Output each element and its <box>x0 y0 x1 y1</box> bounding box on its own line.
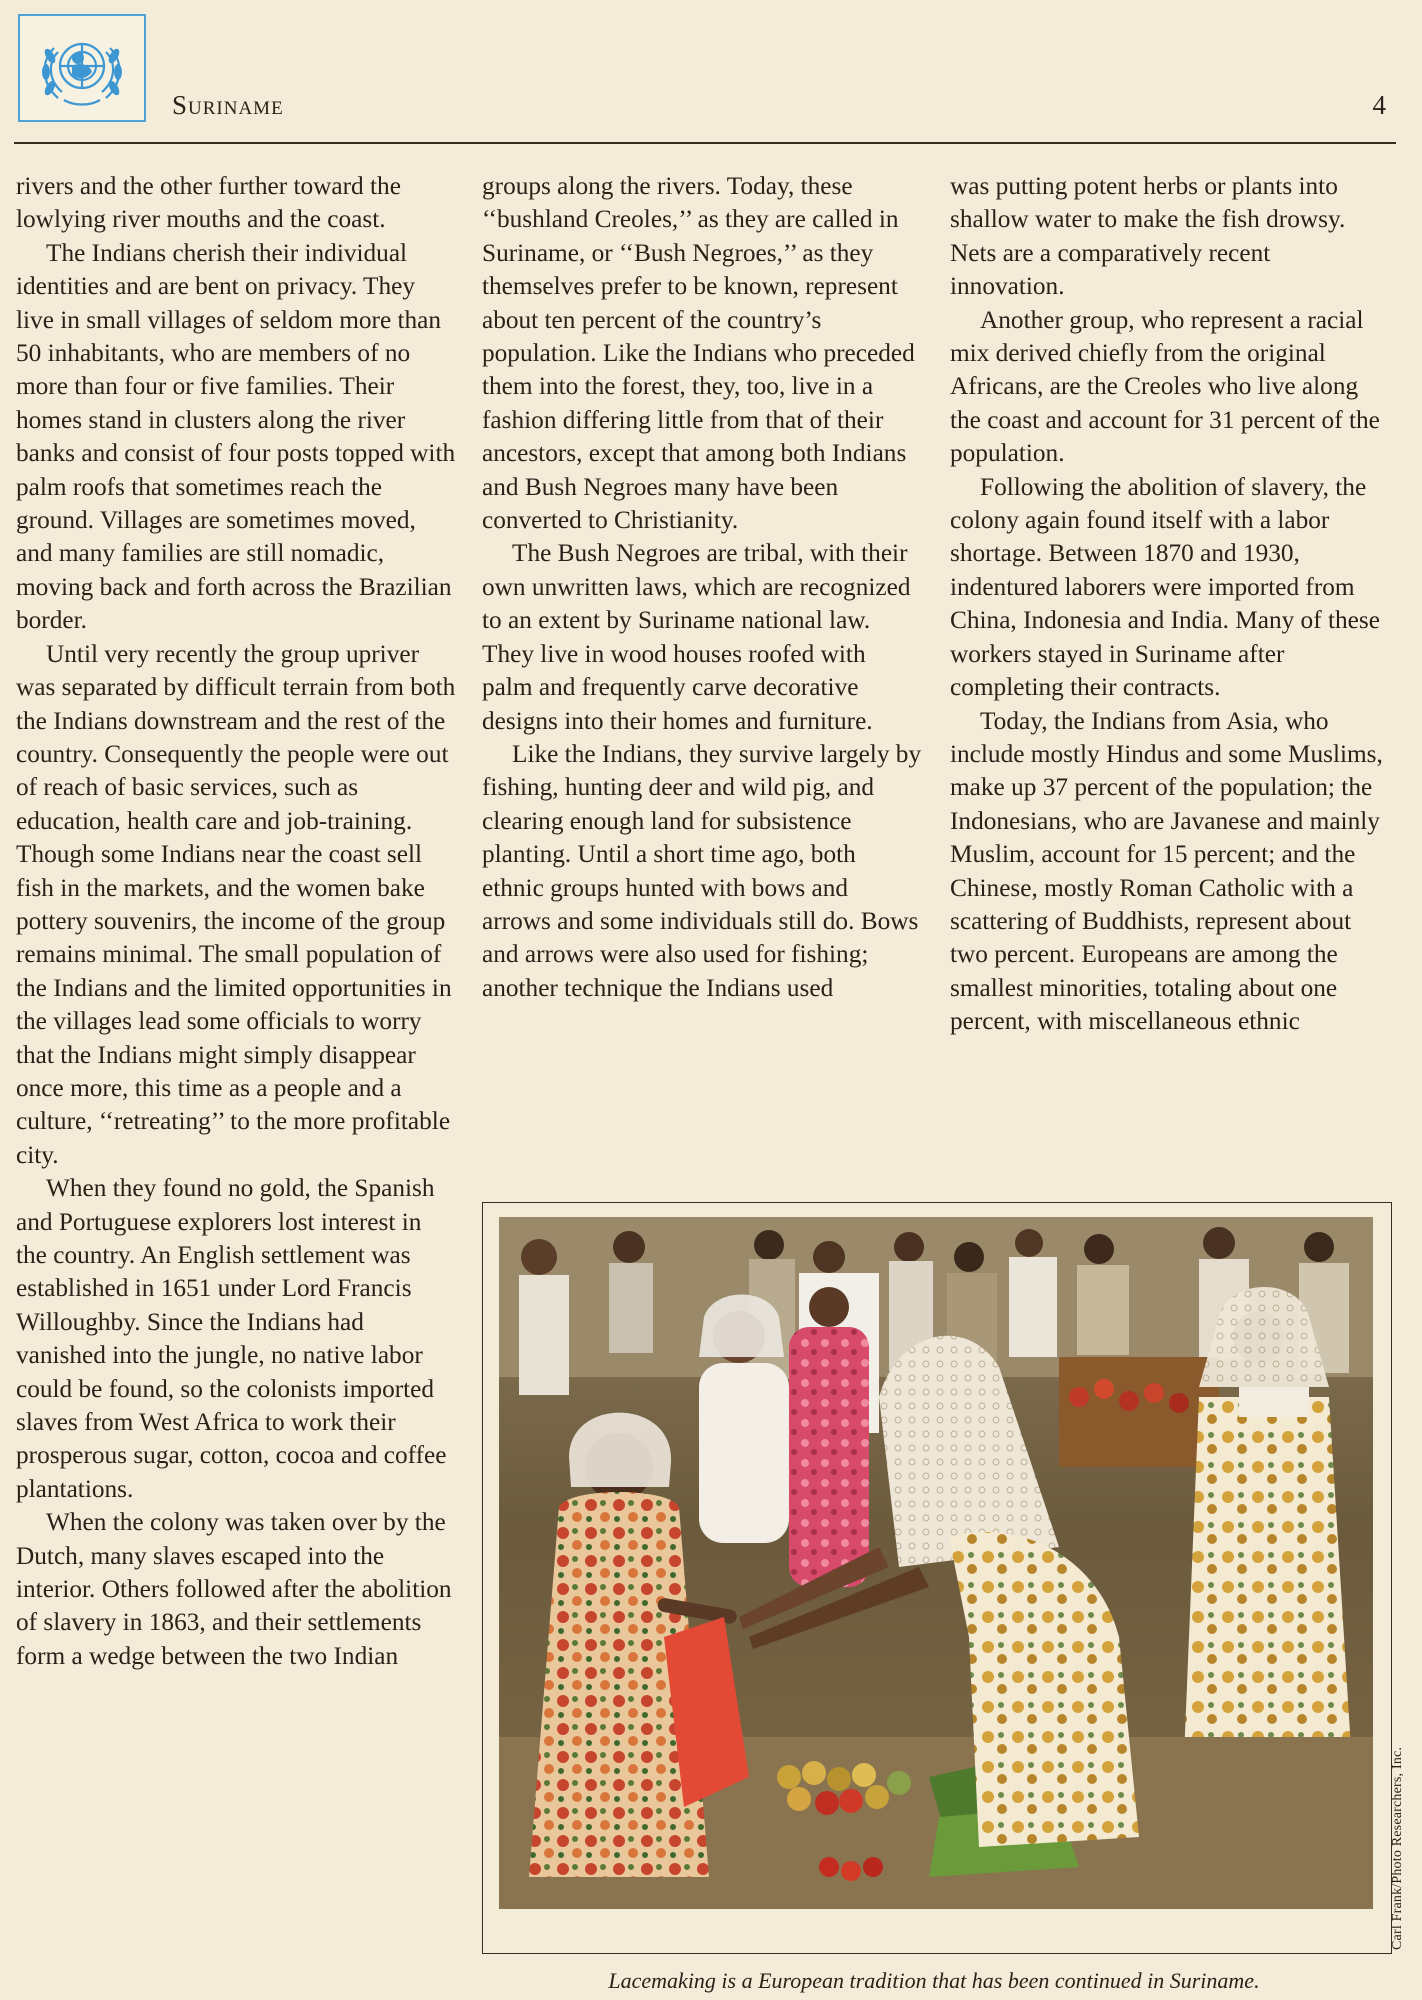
page-number: 4 <box>1372 90 1386 120</box>
un-logo <box>18 14 146 122</box>
photo-caption: Lacemaking is a European tradition that has been continued in Suriname. <box>608 1968 1260 1993</box>
un-emblem-icon <box>28 22 136 114</box>
header-rule <box>14 142 1396 144</box>
paragraph: Like the Indians, they survive largely by fishing, hunting deer and wild pig, and clearing enough land for subsistence planting. Until a short time ago, both ethnic groups hunted with bows and arrows and some individuals still do. Bows and arrows were also used for fishing; another technique the Indians used <box>482 739 922 1002</box>
text-column-3 <box>950 170 1390 1039</box>
photo-frame <box>482 1202 1392 1954</box>
paragraph: was putting potent herbs or plants into shallow water to make the fish drowsy. Nets are a comparatively recent innovation. <box>950 172 1346 301</box>
paragraph: groups along the rivers. Today, these ‘‘bushland Creoles,’’ as they are called in Suriname, or ‘‘Bush Negroes,’’ as they themselves prefer to be known, represent about ten percent of the country’s population. Like the Indians who preceded them into the forest, they, too, live in a fashion differing little from that of their ancestors, except that among both Indians and Bush Negroes many have been converted to Christianity. <box>482 172 915 535</box>
photo-credit: Carl Frank/Photo Researchers, Inc. <box>1390 1746 1405 1950</box>
paragraph: When the colony was taken over by the Dutch, many slaves escaped into the interior. Others followed after the abolition of slavery in 1863, and their settlements form a wedge between the two Indian <box>16 1508 452 1670</box>
paragraph: Until very recently the group upriver was separated by difficult terrain from both the Indians downstream and the rest of the country. Consequently the people were out of reach of basic services, such as education, health care and job-training. Though some Indians near the coast sell fish in the markets, and the women bake pottery souvenirs, the income of the group remains minimal. The small population of the Indians and the limited opportunities in the villages lead some officials to worry that the Indians might simply disappear once more, this time as a people and a culture, ‘‘retreating’’ to the more profitable city. <box>16 639 456 1169</box>
paragraph: Following the abolition of slavery, the colony again found itself with a labor shortage. Between 1870 and 1930, indentured laborers were imported from China, Indonesia and India. Many of these workers stayed in Suriname after completing their contracts. <box>950 472 1380 702</box>
paragraph: Today, the Indians from Asia, who include mostly Hindus and some Muslims, make up 37 percent of the population; the Indonesians, who are Javanese and mainly Muslim, account for 15 percent; and the Chinese, mostly Roman Catholic with a scattering of Buddhists, represent about two percent. Europeans are among the smallest minorities, totaling about one percent, with miscellaneous ethnic <box>950 706 1383 1036</box>
market-photo <box>499 1217 1373 1909</box>
page-title: Suriname <box>172 90 284 120</box>
paragraph: rivers and the other further toward the lowlying river mouths and the coast. <box>16 172 401 234</box>
paragraph: Another group, who represent a racial mix derived chiefly from the original Africans, are the Creoles who live along the coast and account for 31 percent of the population. <box>950 305 1380 468</box>
text-column-2 <box>482 170 922 1005</box>
paragraph: The Indians cherish their individual identities and are bent on privacy. They live in small villages of seldom more than 50 inhabitants, who are members of no more than four or five families. Their homes stand in clusters along the river banks and consist of four posts topped with palm roofs that sometimes reach the ground. Villages are sometimes moved, and many families are still nomadic, moving back and forth across the Brazilian border. <box>16 238 456 635</box>
paragraph: The Bush Negroes are tribal, with their own unwritten laws, which are recognized to an extent by Suriname national law. They live in wood houses roofed with palm and frequently carve decorative designs into their homes and furniture. <box>482 539 911 735</box>
text-column-1 <box>16 170 456 1673</box>
paragraph: When they found no gold, the Spanish and Portuguese explorers lost interest in the country. An English settlement was established in 1651 under Lord Francis Willoughby. Since the Indians had vanished into the jungle, no native labor could be found, so the colonists imported slaves from West Africa to work their prosperous sugar, cotton, cocoa and coffee plantations. <box>16 1174 447 1503</box>
